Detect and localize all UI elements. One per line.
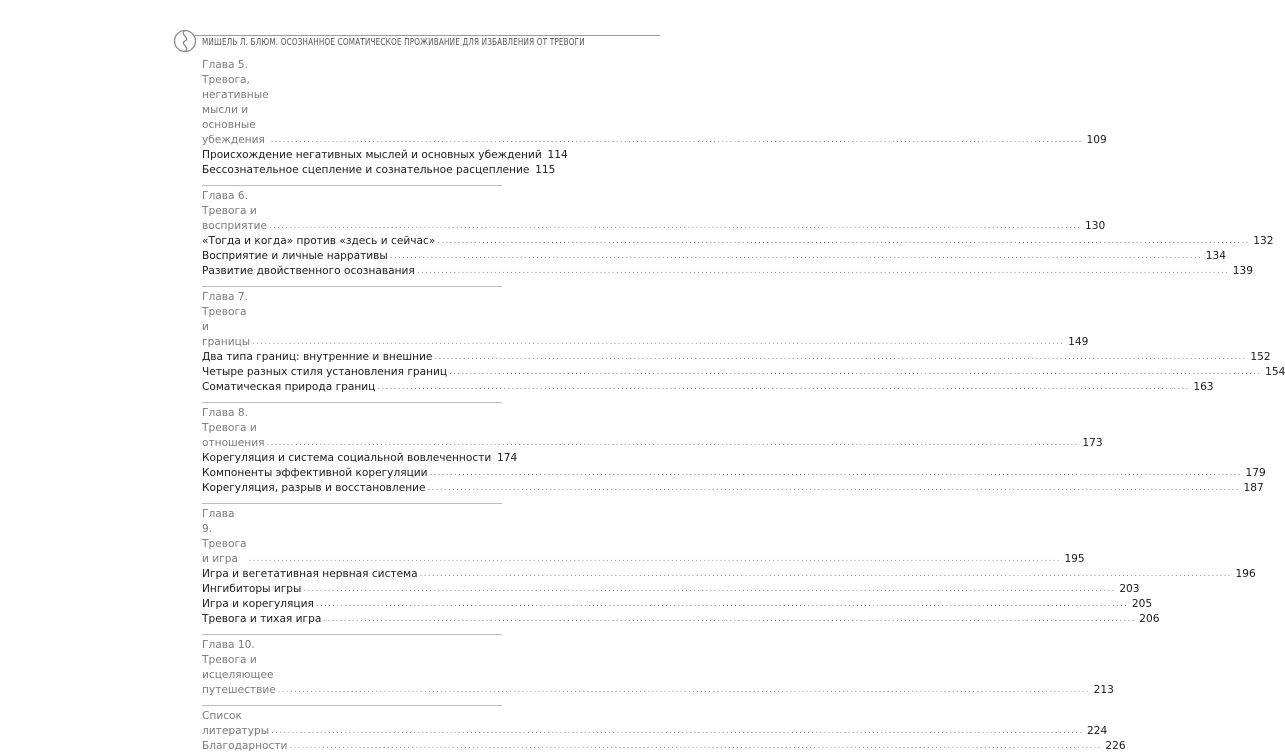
- toc-entry-title: Восприятие и личные нарративы: [202, 250, 388, 262]
- dot-leader: ........................................................................................................................................................................................................: [271, 726, 1084, 736]
- page-number: 205: [1131, 598, 1153, 610]
- dot-leader: ........................................................................................................................................................................................................: [248, 554, 1061, 564]
- header-rule: [194, 35, 660, 36]
- toc-entry: [202, 597, 1153, 612]
- toc-entry: [202, 567, 1256, 582]
- page-number: 115: [535, 164, 556, 176]
- toc-entry-title: Четыре разных стиля установления границ: [202, 366, 448, 378]
- running-header: [172, 26, 662, 60]
- page-number: 226: [1105, 740, 1126, 752]
- toc-entry-title: Глава 6. Тревога и восприятие: [202, 190, 268, 232]
- toc-entry: [202, 582, 1140, 597]
- page-number: 114: [547, 149, 568, 161]
- toc-entry-title: Глава 7. Тревога и границы: [202, 291, 251, 348]
- section-divider: [202, 185, 502, 186]
- page-number: 134: [1205, 250, 1226, 262]
- page-number: 109: [1086, 134, 1107, 146]
- toc-entry-title: Глава 10. Тревога и исцеляющее путешествие: [202, 639, 276, 696]
- dot-leader: ........................................................................................................................................................................................................: [266, 438, 1079, 448]
- section-divider: [202, 705, 502, 706]
- dot-leader: ........................................................................................................................................................................................................: [303, 584, 1116, 594]
- page-number: 152: [1250, 351, 1271, 363]
- page-number: 203: [1119, 583, 1140, 595]
- dot-leader: ........................................................................................................................................................................................................: [427, 483, 1240, 493]
- dot-leader: ........................................................................................................................................................................................................: [323, 614, 1136, 624]
- page-number: 206: [1139, 613, 1160, 625]
- toc-entry: [202, 148, 568, 163]
- section-divider: [202, 503, 502, 504]
- toc-entry-title: Глава 8. Тревога и отношения: [202, 407, 265, 449]
- page-number: 224: [1087, 725, 1108, 737]
- header-title: МИШЕЛЬ Л. БЛЮМ. ОСОЗНАННОЕ СОМАТИЧЕСКОЕ ПРОЖИВАНИЕ ДЛЯ ИЗБАВЛЕНИЯ ОТ ТРЕВОГИ: [202, 37, 585, 48]
- dot-leader: ........................................................................................................................................................................................................: [416, 266, 1229, 276]
- toc-entry-title: Развитие двойственного осознавания: [202, 265, 415, 277]
- page-number: 149: [1068, 336, 1089, 348]
- table-of-contents: [202, 58, 1285, 756]
- toc-entry: [202, 350, 1271, 365]
- chapter-heading: [202, 507, 1085, 567]
- page-number: 195: [1064, 553, 1085, 565]
- toc-entry: [202, 466, 1266, 481]
- toc-section: [202, 709, 1126, 756]
- toc-entry-title: Корегуляция, разрыв и восстановление: [202, 482, 426, 494]
- page-number: 139: [1232, 265, 1253, 277]
- toc-section: [202, 638, 1114, 700]
- toc-entry-title: Глава 9. Тревога и игра: [202, 508, 247, 565]
- page-number: 163: [1193, 381, 1214, 393]
- toc-entry: [202, 234, 1274, 249]
- page-number: 187: [1243, 482, 1264, 494]
- page-number: 132: [1253, 235, 1274, 247]
- dot-leader: ........................................................................................................................................................................................................: [437, 236, 1250, 246]
- page-number: 154: [1265, 366, 1285, 378]
- toc-section: [202, 58, 1107, 180]
- chapter-heading: [202, 58, 1107, 148]
- toc-section: [202, 290, 1285, 397]
- toc-section: [202, 406, 1266, 498]
- page-number: 130: [1084, 220, 1106, 232]
- dot-leader: ........................................................................................................................................................................................................: [449, 367, 1262, 377]
- toc-entry-title: Игра и вегетативная нервная система: [202, 568, 418, 580]
- dot-leader: ........................................................................................................................................................................................................: [269, 221, 1082, 231]
- toc-entry-title: Бессознательное сцепление и сознательное расцепление: [202, 164, 530, 176]
- dot-leader: ........................................................................................................................................................................................................: [289, 741, 1102, 751]
- toc-entry: [202, 451, 518, 466]
- dot-leader: ........................................................................................................................................................................................................: [270, 135, 1083, 145]
- toc-entry-title: Ингибиторы игры: [202, 583, 302, 595]
- dot-leader: ........................................................................................................................................................................................................: [419, 569, 1232, 579]
- dot-leader: ........................................................................................................................................................................................................: [377, 382, 1190, 392]
- chapter-heading: [202, 739, 1126, 754]
- dot-leader: ........................................................................................................................................................................................................: [434, 352, 1247, 362]
- toc-section: [202, 189, 1274, 281]
- chapter-heading: [202, 709, 1108, 739]
- page-number: 196: [1235, 568, 1256, 580]
- toc-entry-title: Благодарности: [202, 740, 288, 752]
- toc-entry: [202, 612, 1160, 627]
- dot-leader: ........................................................................................................................................................................................................: [252, 337, 1065, 347]
- toc-entry: [202, 264, 1253, 279]
- toc-entry-title: «Тогда и когда» против «здесь и сейчас»: [202, 235, 436, 247]
- toc-entry-title: Происхождение негативных мыслей и основных убеждений: [202, 149, 542, 161]
- section-divider: [202, 402, 502, 403]
- toc-entry-title: Два типа границ: внутренние и внешние: [202, 351, 433, 363]
- dot-leader: ........................................................................................................................................................................................................: [315, 599, 1129, 609]
- dot-leader: ........................................................................................................................................................................................................: [389, 251, 1202, 261]
- toc-entry: [202, 365, 1285, 380]
- toc-section: [202, 507, 1256, 629]
- toc-entry-title: Глава 5. Тревога, негативные мысли и основные убеждения: [202, 59, 269, 146]
- toc-entry: [202, 481, 1264, 496]
- dot-leader: ........................................................................................................................................................................................................: [429, 468, 1242, 478]
- toc-entry: [202, 249, 1226, 264]
- section-divider: [202, 286, 502, 287]
- toc-entry-title: Компоненты эффективной корегуляции: [202, 467, 428, 479]
- toc-entry-title: Соматическая природа границ: [202, 381, 376, 393]
- dot-leader: ........................................................................................................................................................................................................: [277, 685, 1090, 695]
- page-number: 213: [1093, 684, 1114, 696]
- toc-entry-title: Тревога и тихая игра: [202, 613, 322, 625]
- page-number: 173: [1082, 437, 1103, 449]
- chapter-heading: [202, 638, 1114, 698]
- toc-entry-title: Игра и корегуляция: [202, 598, 314, 610]
- chapter-heading: [202, 290, 1089, 350]
- chapter-heading: [202, 189, 1106, 234]
- page-number: 179: [1245, 467, 1266, 479]
- page-number: 174: [496, 452, 518, 464]
- yin-yang-swirl-icon: [172, 26, 202, 56]
- toc-entry: [202, 380, 1214, 395]
- toc-entry-title: Список литературы: [202, 710, 270, 737]
- toc-entry: [202, 163, 556, 178]
- toc-entry-title: Корегуляция и система социальной вовлеченности: [202, 452, 492, 464]
- section-divider: [202, 634, 502, 635]
- chapter-heading: [202, 406, 1103, 451]
